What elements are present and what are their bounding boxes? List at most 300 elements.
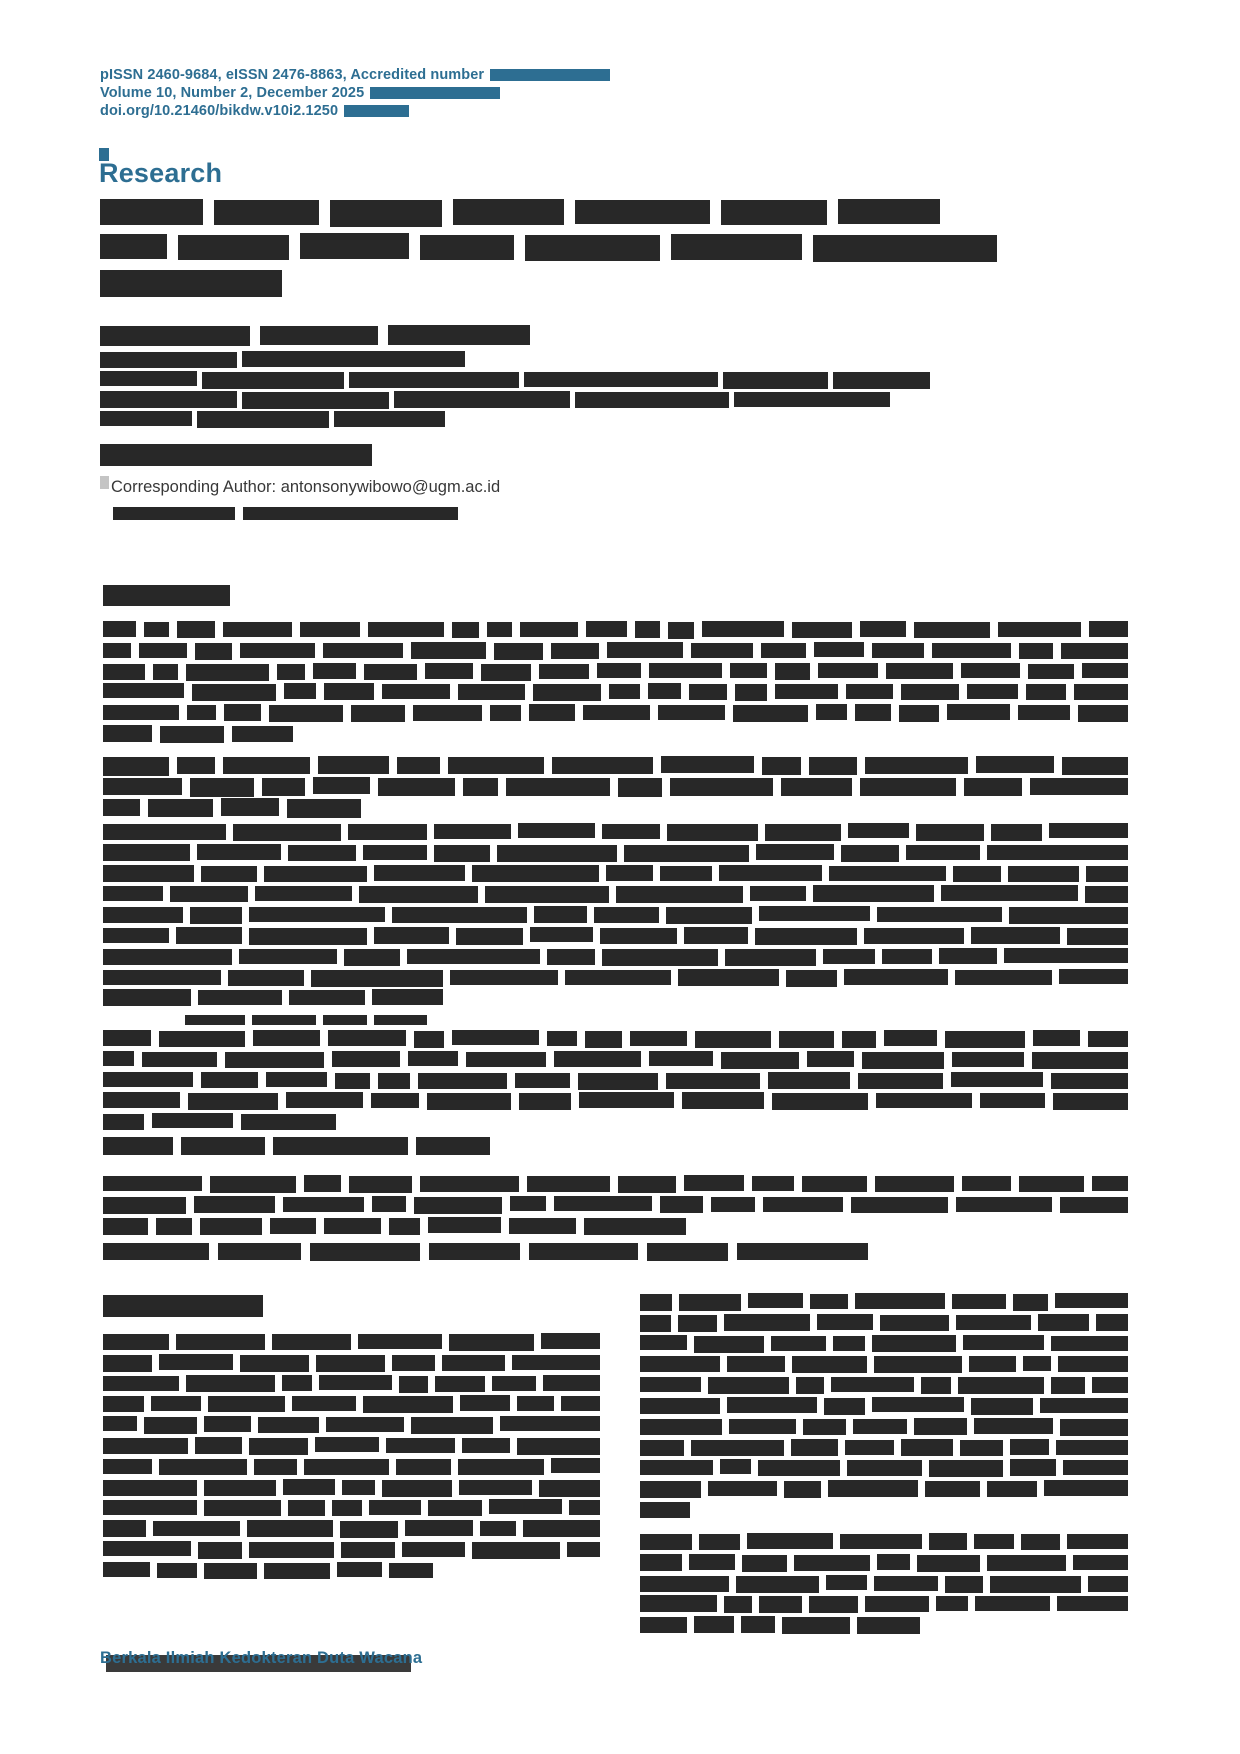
redaction-bar <box>388 325 530 345</box>
redaction-bar <box>782 1617 850 1634</box>
redaction-bar <box>1089 621 1128 637</box>
redaction-bar <box>151 1396 201 1411</box>
redaction-bar <box>348 824 427 840</box>
redaction-bar <box>148 799 213 817</box>
redaction-bar <box>530 927 593 942</box>
redaction-bar <box>823 949 875 964</box>
redaction-bar <box>407 949 540 964</box>
redaction-bar <box>517 1396 554 1411</box>
redaction-bar <box>434 824 511 839</box>
redaction-bar <box>324 1218 381 1234</box>
redaction-bar <box>272 1334 351 1350</box>
redaction-bar <box>176 927 242 944</box>
redaction-bar <box>723 372 828 389</box>
redaction-bar <box>775 663 810 680</box>
redaction-bar <box>640 1294 672 1311</box>
redaction-bar <box>264 866 367 882</box>
redaction-bar <box>181 1137 265 1155</box>
redaction-bar <box>334 411 445 427</box>
redaction-bar <box>103 886 163 901</box>
redaction-bar <box>640 1481 701 1498</box>
redaction-bar <box>609 684 640 699</box>
redaction-bar <box>458 684 525 700</box>
redaction-bar <box>481 664 531 681</box>
redaction-bar <box>247 1520 333 1537</box>
redaction-bar <box>916 824 984 841</box>
redaction-bar <box>1060 1419 1128 1436</box>
redaction-bar <box>956 1197 1052 1212</box>
redaction-bar <box>103 778 182 795</box>
redaction-bar <box>319 1375 392 1390</box>
redaction-bar <box>668 622 694 639</box>
redaction-bar <box>736 1576 819 1593</box>
redaction-bar <box>397 757 440 774</box>
redaction-bar <box>671 234 802 260</box>
redaction-bar <box>876 1093 972 1108</box>
redaction-bar <box>266 1072 327 1087</box>
redaction-bar <box>103 1480 197 1496</box>
redaction-bar <box>831 1377 914 1392</box>
redaction-bar <box>762 757 801 775</box>
redaction-bar <box>826 1575 867 1590</box>
redaction-bar <box>813 885 934 902</box>
redaction-bar <box>1004 948 1128 963</box>
redaction-bar <box>660 1196 703 1213</box>
redaction-bar <box>691 1440 784 1456</box>
redaction-bar <box>472 865 599 882</box>
redaction-bar <box>975 1596 1050 1611</box>
redaction-bar <box>153 664 178 680</box>
redaction-bar <box>747 1533 833 1549</box>
redaction-bar <box>872 1335 956 1352</box>
redaction-bar <box>1010 1459 1056 1476</box>
redaction-bar <box>847 1460 922 1476</box>
redaction-bar <box>987 1555 1066 1571</box>
redaction-bar <box>796 1377 824 1394</box>
redaction-bar <box>255 886 352 901</box>
redaction-bar <box>1026 684 1066 700</box>
redaction-bar <box>103 725 152 742</box>
redaction-bar <box>103 1092 180 1108</box>
redaction-bar <box>204 1563 257 1579</box>
redaction-bar <box>914 1418 967 1435</box>
redaction-bar <box>914 622 990 638</box>
redaction-bar <box>359 886 478 903</box>
redaction-bar <box>874 1576 938 1591</box>
redaction-bar <box>341 1542 395 1558</box>
redaction-bar <box>828 1480 918 1497</box>
redaction-bar <box>640 1595 717 1612</box>
redaction-bar <box>607 642 683 658</box>
redaction-bar <box>100 270 282 297</box>
redaction-bar <box>640 1356 720 1372</box>
redaction-bar <box>337 1562 382 1577</box>
redaction-bar <box>515 1073 570 1088</box>
redaction-bar <box>865 1596 929 1612</box>
redaction-bar <box>941 885 1078 901</box>
redaction-bar <box>708 1377 789 1394</box>
redaction-bar <box>198 1542 242 1559</box>
redaction-bar <box>452 1030 539 1045</box>
redaction-bar <box>1055 1293 1128 1308</box>
redaction-bar <box>374 1015 427 1025</box>
redaction-bar <box>1013 1294 1048 1311</box>
redaction-bar <box>1009 907 1128 924</box>
redaction-bar <box>833 1336 865 1351</box>
redaction-bar <box>792 1356 867 1373</box>
redaction-bar <box>725 949 816 966</box>
redaction-bar <box>316 1355 385 1372</box>
redaction-bar <box>925 1481 980 1497</box>
redaction-bar <box>860 778 956 796</box>
redaction-bar <box>1049 823 1128 838</box>
redaction-bar <box>1018 705 1070 720</box>
redaction-bar <box>1021 1534 1060 1550</box>
redaction-bar <box>188 1093 278 1110</box>
redaction-bar <box>103 621 136 637</box>
redaction-bar <box>313 663 356 679</box>
redaction-bar <box>315 1437 379 1452</box>
redaction-bar <box>270 1218 316 1234</box>
redaction-bar <box>144 622 169 637</box>
redaction-bar <box>427 1093 511 1110</box>
redaction-bar <box>974 1418 1053 1434</box>
redaction-bar <box>748 1293 803 1308</box>
redaction-bar <box>100 326 250 346</box>
redaction-bar <box>142 1052 217 1067</box>
redaction-bar <box>1044 1480 1128 1496</box>
redaction-bar <box>103 989 191 1006</box>
redaction-bar <box>100 234 167 259</box>
redaction-bar <box>759 1596 802 1613</box>
redaction-bar <box>597 663 641 678</box>
redaction-bar <box>425 663 473 679</box>
redaction-bar <box>1019 643 1053 659</box>
redaction-bar <box>857 1617 920 1634</box>
redaction-bar <box>813 235 997 262</box>
redaction-bar <box>223 622 292 637</box>
redaction-bar <box>1067 1534 1128 1549</box>
redaction-bar <box>287 799 361 818</box>
redaction-bar <box>864 928 964 944</box>
redaction-bar <box>547 949 595 965</box>
redaction-bar <box>1063 1460 1128 1475</box>
redaction-bar <box>523 1520 600 1537</box>
redaction-bar <box>1082 663 1128 678</box>
redaction-bar <box>399 1376 428 1393</box>
redaction-bar <box>845 1440 894 1455</box>
redaction-bar <box>1058 1356 1128 1372</box>
redaction-bar <box>323 1015 367 1025</box>
redaction-bar <box>719 865 822 881</box>
redaction-bar <box>846 684 893 699</box>
redaction-bar <box>539 664 589 679</box>
redaction-bar <box>364 664 417 680</box>
redaction-bar <box>1032 1052 1128 1069</box>
redaction-bar <box>583 705 650 720</box>
redaction-bar <box>1040 1398 1128 1413</box>
redaction-bar <box>103 1030 151 1046</box>
redaction-bar <box>998 622 1081 637</box>
redaction-bar <box>190 778 254 797</box>
redaction-bar <box>658 705 725 720</box>
redaction-bar <box>877 907 1002 922</box>
redaction-bar <box>640 1534 692 1550</box>
redaction-bar <box>684 1175 744 1191</box>
redaction-bar <box>809 1596 858 1613</box>
redaction-bar <box>1033 1030 1080 1046</box>
redaction-bar <box>666 1073 760 1089</box>
redaction-bar <box>735 684 767 701</box>
redaction-bar <box>901 1439 953 1456</box>
redaction-bar <box>103 1218 148 1235</box>
redaction-bar <box>578 1073 658 1090</box>
redaction-bar <box>103 1176 202 1191</box>
redaction-bar <box>958 1377 1044 1394</box>
redaction-bar <box>1092 1176 1128 1191</box>
redaction-bar <box>100 411 192 426</box>
redaction-bar <box>197 844 281 860</box>
redaction-bar <box>208 1396 285 1412</box>
redaction-bar <box>640 1460 713 1475</box>
redaction-bar <box>192 684 276 701</box>
redaction-bar <box>369 1500 421 1515</box>
redaction-bar <box>416 1137 490 1155</box>
redaction-bar <box>435 1376 485 1392</box>
redaction-bar <box>833 372 930 389</box>
redaction-bar <box>565 970 671 985</box>
redaction-bar <box>286 1092 363 1108</box>
redaction-bar <box>300 622 360 637</box>
redaction-bar <box>411 1417 493 1434</box>
redaction-bar <box>640 1419 722 1435</box>
redaction-bar <box>1051 1336 1128 1351</box>
redaction-bar <box>600 928 677 944</box>
redaction-bar <box>618 778 662 797</box>
redaction-bar <box>413 705 482 721</box>
redaction-bar <box>328 1030 406 1046</box>
redaction-bar <box>159 1354 233 1370</box>
redaction-bar <box>1056 1440 1128 1455</box>
redaction-bar <box>392 1355 435 1371</box>
redaction-bar <box>858 1073 943 1089</box>
redaction-bar <box>809 757 857 775</box>
redaction-bar <box>721 200 827 225</box>
redaction-bar <box>323 643 403 658</box>
redaction-bar <box>1038 1314 1089 1331</box>
redaction-bar <box>1028 664 1074 679</box>
redaction-bar <box>730 663 767 678</box>
redaction-bar <box>1085 886 1128 903</box>
redaction-bar <box>264 1563 330 1579</box>
redaction-bar <box>695 1031 771 1048</box>
redaction-bar <box>952 1052 1024 1067</box>
redaction-bar <box>752 1176 794 1191</box>
redaction-bar <box>411 642 486 659</box>
redaction-bar <box>260 326 378 345</box>
redaction-bar <box>802 1176 867 1192</box>
redaction-bar <box>420 1176 519 1192</box>
redaction-bar <box>1073 1555 1128 1570</box>
redaction-bar <box>159 1031 245 1047</box>
redaction-bar <box>991 824 1042 841</box>
redaction-bar <box>602 949 718 966</box>
redaction-bar <box>517 1438 600 1455</box>
redaction-bar <box>103 970 221 985</box>
redaction-bar <box>258 1417 319 1433</box>
redaction-bar <box>103 705 179 720</box>
redaction-bar <box>1092 1377 1128 1393</box>
redaction-bar <box>961 663 1020 678</box>
redaction-bar <box>1051 1377 1085 1394</box>
redaction-bar <box>1010 1439 1049 1455</box>
redaction-bar <box>249 907 385 922</box>
redaction-bar <box>814 642 864 657</box>
redaction-bar <box>344 949 400 966</box>
redaction-bar <box>779 1031 834 1048</box>
redaction-bar <box>640 1440 684 1456</box>
redaction-bar <box>955 970 1052 985</box>
redaction-bar <box>648 683 681 699</box>
redaction-bar <box>974 1534 1014 1549</box>
redaction-bar <box>533 684 601 701</box>
redaction-bar <box>178 235 289 260</box>
redaction-bar <box>210 1176 296 1193</box>
redaction-bar <box>389 1563 433 1578</box>
redaction-bar <box>103 1137 173 1155</box>
redaction-bar <box>784 1481 821 1498</box>
redaction-bar <box>724 1314 810 1331</box>
redaction-bar <box>170 886 248 902</box>
redaction-bar <box>758 1460 840 1476</box>
redaction-bar <box>349 372 519 388</box>
redaction-bar <box>224 704 261 721</box>
redaction-bar <box>100 444 372 466</box>
redaction-bar <box>253 1030 320 1046</box>
redaction-bar <box>160 726 224 743</box>
redaction-bar <box>139 643 187 658</box>
redaction-bar <box>953 866 1001 882</box>
redaction-bar <box>945 1031 1025 1048</box>
redaction-bar <box>951 1072 1043 1087</box>
redaction-bar <box>277 664 305 680</box>
redaction-bar <box>434 845 490 862</box>
redaction-bar <box>378 1073 410 1089</box>
redaction-bar <box>649 1051 713 1066</box>
redaction-bar <box>939 948 997 964</box>
redaction-bar <box>742 1555 787 1572</box>
redaction-bar <box>100 352 237 368</box>
redaction-bar <box>967 684 1018 699</box>
redaction-bar <box>872 643 924 658</box>
redaction-bar <box>324 683 374 700</box>
redaction-bar <box>198 990 282 1005</box>
redaction-bar <box>429 1243 520 1260</box>
research-section-label: Research <box>99 158 223 188</box>
redaction-bar <box>392 907 527 923</box>
redaction-bar <box>472 1542 560 1559</box>
redaction-bar <box>575 200 710 224</box>
redaction-bar <box>606 865 653 881</box>
redaction-bar <box>428 1217 501 1233</box>
redaction-bar <box>509 1218 576 1234</box>
redaction-bar <box>204 1480 276 1496</box>
redaction-bar <box>402 1542 465 1557</box>
redaction-bar <box>103 1396 144 1412</box>
redaction-bar <box>518 823 595 838</box>
redaction-bar <box>874 1356 962 1373</box>
corresponding-author-text: Corresponding Author: antonsonywibowo@ugm.ac.id <box>111 478 501 496</box>
redaction-bar <box>1019 1176 1084 1192</box>
redaction-bar <box>372 989 443 1005</box>
redaction-bar <box>326 1417 404 1432</box>
redaction-bar <box>103 1416 137 1431</box>
redaction-bar <box>616 886 743 903</box>
redaction-bar <box>848 823 909 838</box>
redaction-bar <box>630 1031 687 1046</box>
redaction-bar <box>702 621 784 637</box>
redaction-bar <box>694 1616 734 1633</box>
redaction-bar <box>727 1397 817 1413</box>
redaction-bar <box>252 1015 316 1025</box>
redaction-bar <box>394 391 570 408</box>
redaction-bar <box>228 970 304 986</box>
redaction-bar <box>932 643 1011 658</box>
redaction-bar <box>452 622 479 638</box>
redaction-bar <box>929 1533 967 1550</box>
redaction-bar <box>851 1197 948 1213</box>
redaction-bar <box>737 1243 868 1260</box>
redaction-bar <box>855 1293 945 1309</box>
redaction-bar <box>527 1176 610 1192</box>
redaction-bar <box>649 663 722 678</box>
redaction-bar <box>342 1480 375 1495</box>
redaction-bar <box>414 1031 444 1048</box>
redaction-bar <box>840 1534 922 1549</box>
redaction-bar <box>901 684 959 700</box>
redaction-bar <box>332 1051 400 1067</box>
redaction-bar <box>844 969 948 985</box>
journal-volume-text: Volume 10, Number 2, December 2025 <box>100 85 365 101</box>
redaction-bar <box>242 351 465 367</box>
redaction-bar <box>711 1197 755 1212</box>
redaction-bar <box>103 585 230 606</box>
redaction-bar <box>462 1438 510 1453</box>
redaction-bar <box>389 1218 420 1235</box>
redaction-bar <box>103 664 145 680</box>
redaction-bar <box>781 778 852 796</box>
redaction-bar <box>363 845 427 860</box>
redaction-bar <box>428 1500 482 1516</box>
redaction-bar <box>371 1093 419 1108</box>
redaction-bar <box>666 907 752 924</box>
redaction-bar <box>976 756 1054 773</box>
redaction-bar <box>330 200 442 227</box>
redaction-bar <box>818 663 878 678</box>
redaction-bar <box>103 1197 186 1214</box>
redaction-bar <box>157 1563 197 1578</box>
redaction-bar <box>855 704 891 721</box>
redaction-bar <box>635 621 660 638</box>
journal-issn-text: pISSN 2460-9684, eISSN 2476-8863, Accredited number <box>100 67 485 83</box>
redaction-bar <box>485 886 609 903</box>
redaction-bar <box>242 392 389 409</box>
redaction-bar <box>551 643 599 659</box>
redaction-bar <box>694 1336 764 1353</box>
redaction-bar <box>980 1093 1045 1108</box>
redaction-bar <box>232 726 293 742</box>
redaction-bar <box>720 1459 751 1474</box>
